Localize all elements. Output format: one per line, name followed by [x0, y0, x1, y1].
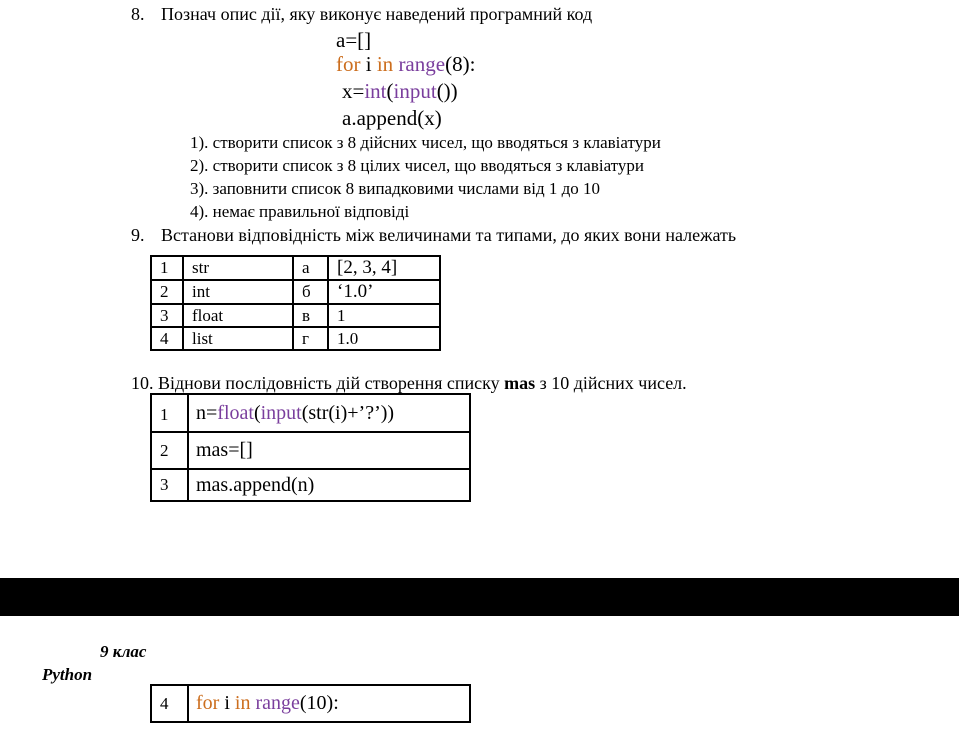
keyword-for: for — [336, 52, 361, 76]
row-number: 2 — [151, 432, 188, 469]
code-text: n= — [196, 401, 218, 424]
function-float: float — [217, 401, 254, 424]
table-row — [151, 685, 470, 722]
code-text: (10): — [299, 692, 339, 714]
letter-cell: а — [293, 256, 328, 280]
subject-label: Python — [42, 665, 93, 684]
row-number: 4 — [151, 685, 188, 722]
function-range: range — [398, 52, 446, 76]
value-cell: 1.0 — [328, 327, 440, 350]
table-row — [151, 394, 470, 432]
q10-suffix: з 10 дійсних чисел. — [535, 373, 687, 393]
type-cell: list — [183, 327, 293, 350]
q8-code-line-3 — [342, 79, 458, 104]
q8-option-1: 1). створити список з 8 дійсних чисел, що вводяться з клавіатури — [190, 133, 661, 152]
code-cell: mas=[] — [188, 432, 470, 469]
row-number: 3 — [151, 304, 183, 327]
row-number: 1 — [151, 394, 188, 432]
table-row — [151, 432, 470, 469]
code-text: ( — [253, 401, 261, 424]
q10-sequence-table — [150, 393, 471, 502]
code-text: ( — [386, 79, 394, 103]
q8-number: 8. — [131, 4, 145, 24]
row-number: 1 — [151, 256, 183, 280]
keyword-in: in — [234, 692, 251, 714]
row-number: 3 — [151, 469, 188, 501]
q9-text: Встанови відповідність між величинами та типами, до яких вони належать — [161, 225, 737, 245]
code-cell — [188, 685, 470, 722]
type-cell: str — [183, 256, 293, 280]
q8-code-line-2 — [336, 52, 475, 77]
q8-text: Познач опис дії, яку виконує наведений програмний код — [161, 4, 593, 24]
value-cell: ‘1.0’ — [328, 280, 440, 304]
q9-matching-table — [150, 255, 441, 351]
value-cell: [2, 3, 4] — [328, 256, 440, 280]
q8-option-2: 2). створити список з 8 цілих чисел, що вводяться з клавіатури — [190, 156, 644, 175]
code-text: (str(i)+’?’)) — [301, 401, 395, 424]
q10-bold-mas: mas — [504, 373, 536, 393]
value-cell: 1 — [328, 304, 440, 327]
type-cell: float — [183, 304, 293, 327]
function-input: input — [260, 401, 302, 424]
letter-cell: г — [293, 327, 328, 350]
q8-code-line-4 — [342, 106, 442, 131]
keyword-for: for — [196, 692, 220, 714]
grade-label: 9 клас — [100, 642, 147, 661]
table-row — [151, 469, 470, 501]
table-row — [151, 304, 440, 327]
code-text: (8): — [445, 52, 476, 76]
letter-cell: б — [293, 280, 328, 304]
q10-sequence-table-continued — [150, 684, 471, 723]
q8-code-line-1 — [336, 28, 371, 53]
table-row — [151, 327, 440, 350]
code-text: i — [360, 52, 377, 76]
code-text: i — [219, 692, 235, 714]
code-text: a.append(x) — [342, 106, 442, 130]
code-text: a=[] — [336, 28, 372, 52]
q8-option-3: 3). заповнити список 8 випадковими числами від 1 до 10 — [190, 179, 601, 198]
q10-text — [131, 373, 687, 394]
function-int: int — [364, 79, 387, 103]
row-number: 2 — [151, 280, 183, 304]
row-number: 4 — [151, 327, 183, 350]
type-cell: int — [183, 280, 293, 304]
table-row — [151, 256, 440, 280]
code-text: ()) — [436, 79, 458, 103]
table-row — [151, 280, 440, 304]
letter-cell: в — [293, 304, 328, 327]
keyword-in: in — [376, 52, 394, 76]
code-cell: mas.append(n) — [188, 469, 470, 501]
function-input: input — [393, 79, 437, 103]
q10-prefix: 10. Віднови послідовність дій створення списку — [131, 373, 505, 393]
code-cell — [188, 394, 470, 432]
page-break-bar — [0, 578, 959, 616]
q8-option-4: 4). немає правильної відповіді — [190, 202, 410, 221]
code-text: x= — [342, 79, 365, 103]
function-range: range — [255, 692, 300, 714]
q9-number: 9. — [131, 225, 145, 245]
